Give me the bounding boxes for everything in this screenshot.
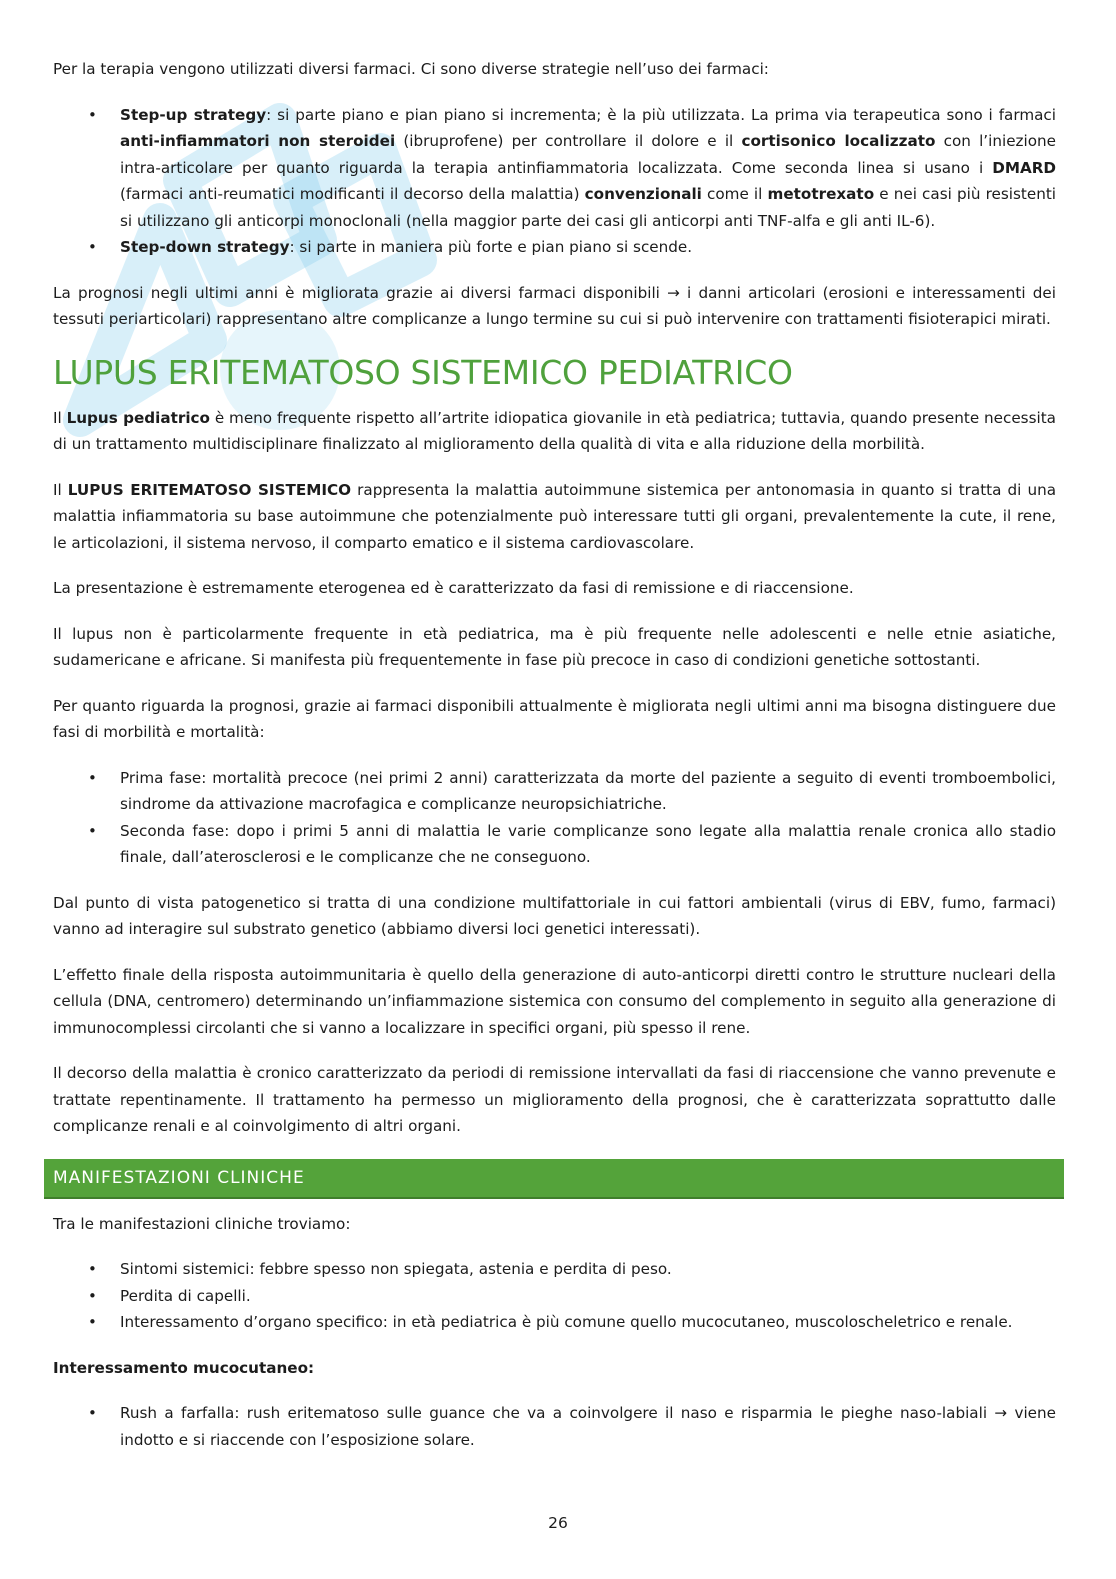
paragraph-course: Il decorso della malattia è cronico caratterizzato da periodi di remissione intervallati da fasi di riaccensione che vanno prevenute e trattate repentinamente. Il trattamento ha permesso un miglioramento della prognosi, che è caratterizzata soprattutto dalle complicanze renali e al coinvolgimento di altri organi. [53, 1064, 1056, 1135]
paragraph-autoantibodies: L’effetto finale della risposta autoimmunitaria è quello della generazione di auto-anticorpi diretti contro le strutture nucleari della cellula (DNA, centromero) determinando un’infiammazione sistemica con consumo del complemento in seguito alla generazione di immunocomplessi circolanti che si vanno a localizzare in specifici organi, più spesso il rene. [53, 965, 1056, 1037]
list-item-step-up: • Step-up strategy: si parte piano e pian piano si incrementa; è la più utilizzata. La prima via terapeutica sono i farmaci anti-infiammatori non steroidei (ibruprofene) per controllare il dolore e il cortisonico localizzato con l’iniezione intra-articolare per quanto riguarda la terapia antinfiammatoria localizzata. Come seconda linea si usano i DMARD (farmaci anti-reumatici modificanti il decorso della malattia) convenzionali come il metotrexato e nei casi più resistenti si utilizzano gli anticorpi monoclonali (nella maggior parte dei casi gli anticorpi anti TNF-alfa e gli anti IL-6). [120, 102, 1056, 235]
section-heading-lupus: LUPUS ERITEMATOSO SISTEMICO PEDIATRICO [53, 352, 793, 392]
list-item: • Prima fase: mortalità precoce (nei primi 2 anni) caratterizzata da morte del paziente a seguito di eventi tromboembolici, sindrome da attivazione macrofagica e complicanze neuropsichiatriche. [120, 765, 1056, 818]
page-number: 26 [548, 1514, 568, 1532]
section-heading-manifestazioni: MANIFESTAZIONI CLINICHE [44, 1159, 1064, 1199]
paragraph-prognosis-phases: Per quanto riguarda la prognosi, grazie ai farmaci disponibili attualmente è migliorata negli ultimi anni ma bisogna distinguere due fasi di morbilità e mortalità: [53, 696, 1056, 741]
intro-paragraph: Per la terapia vengono utilizzati diversi farmaci. Ci sono diverse strategie nell’uso dei farmaci: [53, 60, 769, 78]
phases-list [53, 765, 1056, 871]
list-item: • Seconda fase: dopo i primi 5 anni di malattia le varie complicanze sono legate alla malattia renale cronica allo stadio finale, dall’aterosclerosi e le complicanze che ne conseguono. [120, 818, 1056, 871]
paragraph-presentation: La presentazione è estremamente eterogenea ed è caratterizzato da fasi di remissione e di riaccensione. [53, 579, 854, 597]
list-item: • Rush a farfalla: rush eritematoso sulle guance che va a coinvolgere il naso e risparmia le pieghe naso-labiali → viene indotto e si riaccende con l’esposizione solare. [120, 1400, 1056, 1453]
list-item: • Sintomi sistemici: febbre spesso non spiegata, astenia e perdita di peso. [120, 1256, 1056, 1283]
subheading-mucocutaneo: Interessamento mucocutaneo: [53, 1358, 315, 1377]
paragraph-epidemiology: Il lupus non è particolarmente frequente in età pediatrica, ma è più frequente nelle adolescenti e nelle etnie asiatiche, sudamericane e africane. Si manifesta più frequentemente in fase più precoce in caso di condizioni genetiche sottostanti. [53, 624, 1056, 669]
list-item: • Perdita di capelli. [120, 1283, 1056, 1310]
paragraph-lupus-pediatrico: Il Lupus pediatrico è meno frequente rispetto all’artrite idiopatica giovanile in età pediatrica; tuttavia, quando presente necessita di un trattamento multidisciplinare finalizzato al miglioramento della qualità di vita e alla riduzione della morbilità. [53, 408, 1056, 453]
prognosis-paragraph: La prognosi negli ultimi anni è migliorata grazie ai diversi farmaci disponibili → i danni articolari (erosioni e interessamenti dei tessuti periarticolari) rappresentano altre complicanze a lungo termine su cui si può intervenire con trattamenti fisioterapici mirati. [53, 283, 1056, 328]
paragraph-les-definition: Il LUPUS ERITEMATOSO SISTEMICO rappresenta la malattia autoimmune sistemica per antonomasia in quanto si tratta di una malattia infiammatoria su base autoimmune che potenzialmente può interessare tutti gli organi, prevalentemente la cute, il rene, le articolazioni, il sistema nervoso, il comparto ematico e il sistema cardiovascolare. [53, 480, 1057, 552]
list-item-step-down: • Step-down strategy: si parte in maniera più forte e pian piano si scende. [120, 234, 1056, 261]
paragraph-pathogenesis: Dal punto di vista patogenetico si tratta di una condizione multifattoriale in cui fattori ambientali (virus di EBV, fumo, farmaci) vanno ad interagire sul substrato genetico (abbiamo diversi loci genetici interessati). [53, 893, 1056, 938]
mucocutaneo-list [53, 1400, 1056, 1453]
manifestations-list [53, 1256, 1056, 1336]
strategies-list [53, 102, 1056, 261]
list-item: • Interessamento d’organo specifico: in età pediatrica è più comune quello mucocutaneo, muscoloscheletrico e renale. [120, 1309, 1056, 1336]
paragraph-manifestations-intro: Tra le manifestazioni cliniche troviamo: [53, 1214, 351, 1233]
